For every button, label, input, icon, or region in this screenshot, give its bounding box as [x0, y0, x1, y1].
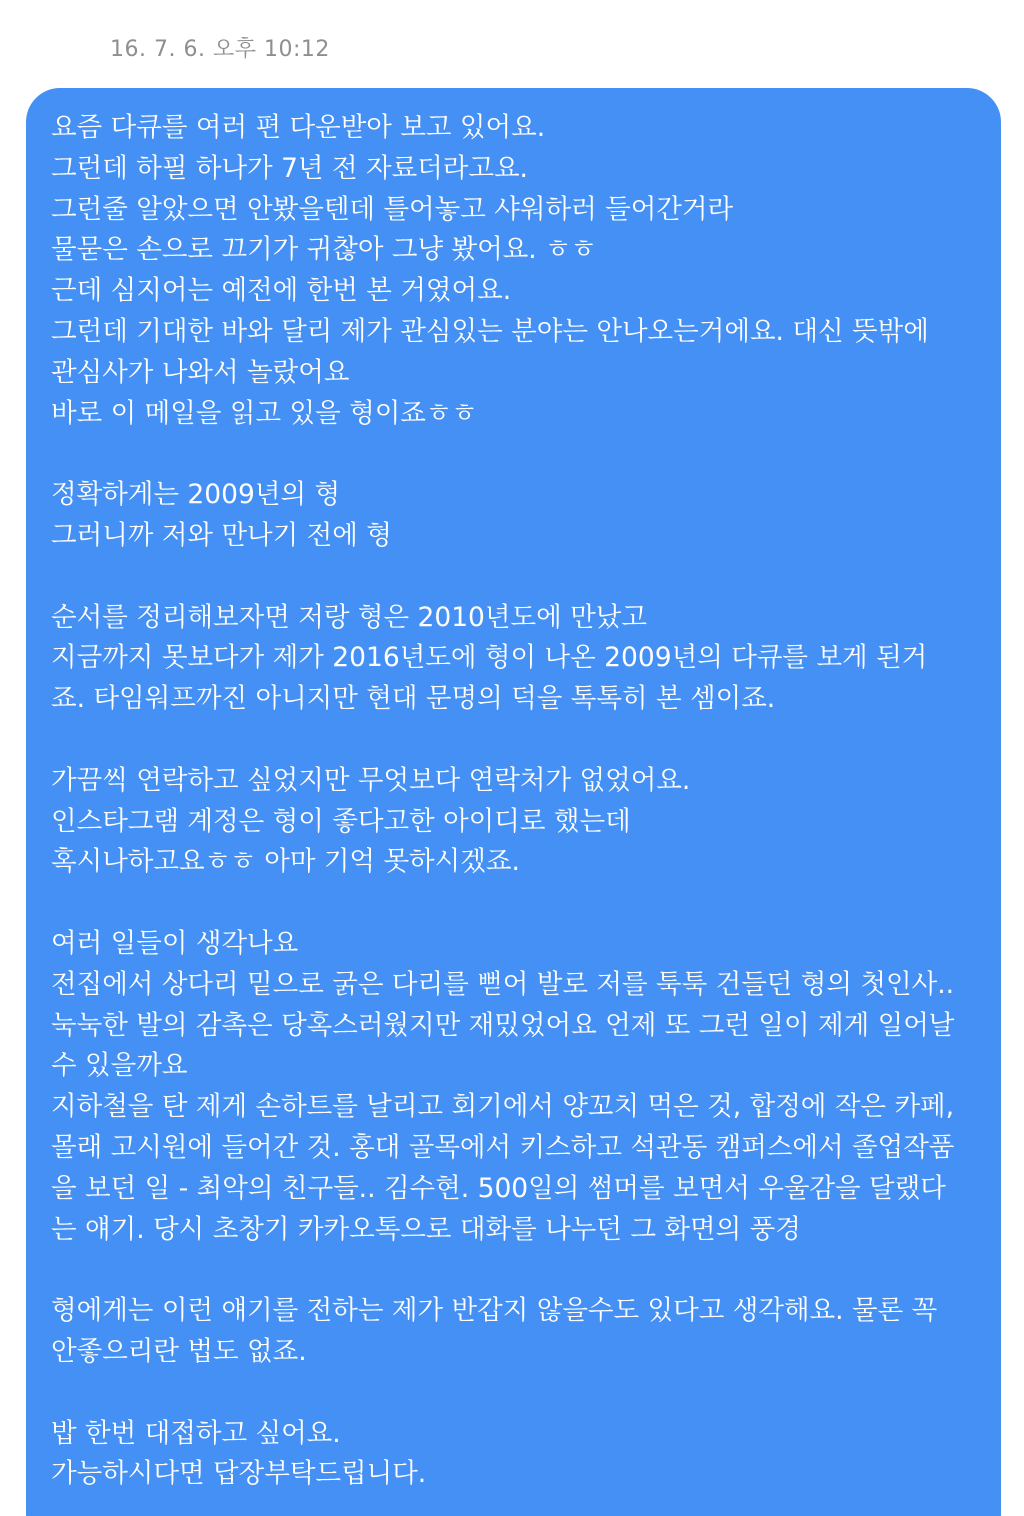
message-line: 여러 일들이 생각나요 [51, 927, 299, 959]
message-timestamp: 16. 7. 6. 오후 10:12 [110, 37, 330, 62]
message-line: 몰래 고시원에 들어간 것. 홍대 골목에서 키스하고 석관동 캠퍼스에서 졸업작품 [51, 1131, 955, 1163]
message-line: 그런데 하필 하나가 7년 전 자료더라고요. [51, 152, 528, 184]
message-line: 는 얘기. 당시 초창기 카카오톡으로 대화를 나누던 그 화면의 풍경 [51, 1213, 801, 1245]
message-line: 요즘 다큐를 여러 편 다운받아 보고 있어요. [51, 112, 546, 143]
message-bubble[interactable] [26, 88, 1001, 1516]
message-line: 물묻은 손으로 끄기가 귀찮아 그냥 봤어요. ㅎㅎ [51, 234, 597, 266]
message-line: 안좋으리란 법도 없죠. [51, 1335, 307, 1367]
message-line: 근데 심지어는 예전에 한번 본 거였어요. [51, 275, 512, 307]
message-line: 관심사가 나와서 놀랐어요 [51, 356, 350, 388]
message-line: 밥 한번 대접하고 싶어요. [51, 1417, 341, 1449]
message-line: 그런데 기대한 바와 달리 제가 관심있는 분야는 안나오는거에요. 대신 뜻밖에 [51, 315, 929, 347]
message-line: 그러니까 저와 만나기 전에 형 [51, 519, 392, 551]
message-line: 그런줄 알았으면 안봤을텐데 틀어놓고 샤워하러 들어간거라 [51, 193, 734, 225]
message-line: 수 있을까요 [51, 1050, 188, 1082]
message-line: 바로 이 메일을 읽고 있을 형이죠ㅎㅎ [51, 397, 478, 429]
message-line: 지하철을 탄 제게 손하트를 날리고 회기에서 양꼬치 먹은 것, 합정에 작은 카페, [51, 1091, 955, 1123]
message-line: 죠. 타임워프까진 아니지만 현대 문명의 덕을 톡톡히 본 셈이죠. [51, 683, 776, 715]
message-line: 정확하게는 2009년의 형 [51, 479, 341, 511]
message-blank-line [51, 883, 977, 924]
message-line: 전집에서 상다리 밑으로 굵은 다리를 뻗어 발로 저를 툭툭 건들던 형의 첫인사.. [51, 968, 955, 1000]
message-blank-line [51, 720, 977, 761]
message-blank-line [51, 434, 977, 475]
message-blank-line [51, 557, 977, 598]
message-line: 순서를 정리해보자면 저랑 형은 2010년도에 만났고 [51, 601, 647, 633]
message-line: 가끔씩 연락하고 싶었지만 무엇보다 연락처가 없었어요. [51, 764, 691, 796]
message-line: 지금까지 못보다가 제가 2016년도에 형이 나온 2009년의 다큐를 보게 된거 [51, 642, 928, 674]
message-line: 형에게는 이런 얘기를 전하는 제가 반갑지 않을수도 있다고 생각해요. 물론 꼭 [51, 1295, 938, 1327]
message-line: 가능하시다면 답장부탁드립니다. [51, 1458, 427, 1490]
message-line: 인스타그램 계정은 형이 좋다고한 아이디로 했는데 [51, 805, 631, 837]
message-line: 혹시나하고요ㅎㅎ 아마 기억 못하시겠죠. [51, 846, 520, 878]
message-line: 을 보던 일 - 최악의 친구들.. 김수현. 500일의 썸머를 보면서 우울감을 달랬다 [51, 1172, 946, 1204]
message-blank-line [51, 1250, 977, 1291]
message-blank-line [51, 1373, 977, 1414]
message-line: 눅눅한 발의 감촉은 당혹스러웠지만 재밌었어요 언제 또 그런 일이 제게 일어날 [51, 1009, 955, 1041]
